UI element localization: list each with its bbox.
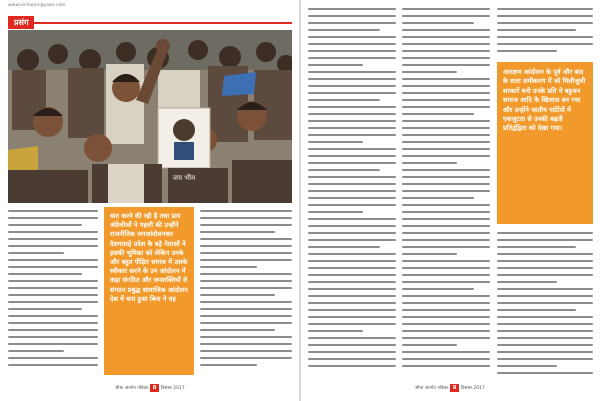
footer-right-issue: दिसंबर 2017 (460, 386, 485, 391)
right-text-column-3-top (497, 8, 593, 58)
right-text-column-2 (402, 8, 490, 380)
page-number-right: 9 (450, 384, 460, 392)
footer-left-issue: दिसंबर 2017 (160, 386, 185, 391)
site-url: www.vichaarvigyaan.com (8, 3, 66, 8)
left-text-column-2 (200, 210, 292, 378)
protest-photo (8, 30, 292, 203)
pullquote-right (497, 62, 593, 224)
right-text-column-1 (308, 8, 396, 380)
pullquote-left (104, 207, 194, 375)
placard-text: जय भीम (172, 174, 196, 182)
footer-right (308, 384, 592, 394)
footer-right-magazine: सीधा अंतर्गत पत्रिका (415, 386, 449, 391)
footer-left (8, 384, 292, 394)
page-gutter (299, 0, 301, 401)
footer-left-magazine: सीधा अंतर्गत पत्रिका (115, 386, 149, 391)
left-text-column-1 (8, 210, 98, 378)
pullquote-right-text: आरक्षण आंदोलन के पूर्व और बाद के सत्ता समीकरण में जो मिलीजुली सरकारें बनी उनके प्रति ये बहुजन समाज आदि के खिलाफ बन गया और उन्होंने जातीय पार्टियों में एकजुटता से उनकी बढ़ती प्रतिद्वंद्विता को देखा गया। (503, 68, 586, 133)
page-number-left: 8 (150, 384, 160, 392)
pullquote-left-text: बात करने की रही है तथा प्राय अंग्रेजीजों ने पहली की उन्होंने राजनीतिक जनआंदोलनकर देशगतरहे प्रदेश के बड़े नेताओं ने इसकी भूमिका को लेकिन उनके और बहुत पीड़ित समाज में उसके स्वीकार करने के उन आंदोलन में कहा संगठित और जनशक्तियों से संगठन प्रबुद्ध सामाजिक आंदोलन देश में बना हुआ बिना ने वह (110, 212, 188, 303)
right-text-column-3-bottom (497, 232, 593, 380)
section-header (8, 10, 292, 27)
protest-photo-illustration (8, 30, 292, 203)
section-label: प्रसंग (8, 16, 34, 29)
